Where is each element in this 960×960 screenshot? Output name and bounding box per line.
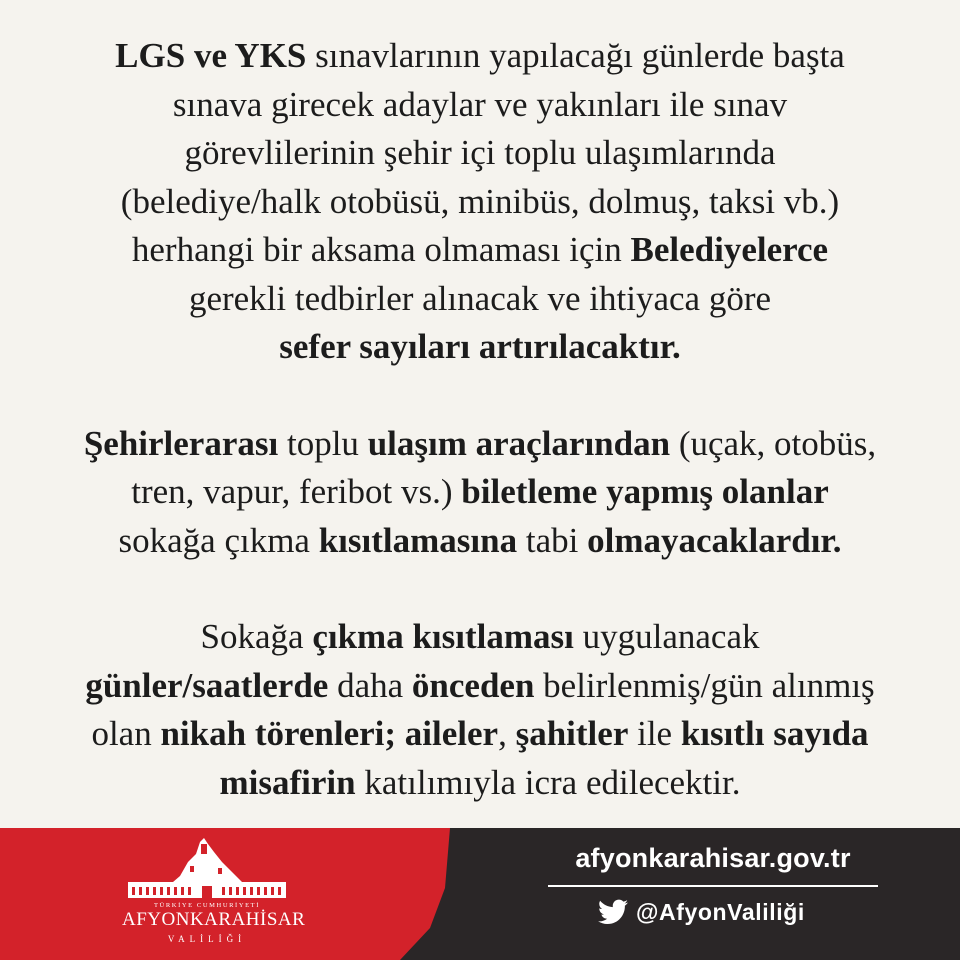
text-line — [0, 420, 960, 469]
text-line — [0, 517, 960, 566]
twitter-bird-icon — [598, 899, 628, 925]
text-segment: (uçak, otobüs, — [670, 423, 877, 463]
text-segment: gerekli tedbirler alınacak ve ihtiyaca göre — [188, 278, 772, 318]
text-segment: belirlenmiş/gün alınmış — [534, 665, 875, 705]
text-segment: sınavlarının yapılacağı günlerde başta — [306, 36, 845, 75]
text-line — [0, 32, 960, 81]
text-segment: görevlilerinin şehir içi toplu ulaşımlarında — [184, 133, 776, 172]
text-segment: sınava girecek adaylar ve yakınları ile sınav — [172, 84, 788, 124]
text-segment: sokağa çıkma — [118, 520, 319, 560]
text-segment: uygulanacak — [573, 617, 760, 656]
text-segment: tren, vapur, feribot vs.) — [131, 472, 462, 511]
bold-text-segment: Belediyelerce — [630, 230, 829, 269]
twitter-handle: @AfyonValiliği — [636, 898, 805, 925]
text-line — [0, 662, 960, 711]
bold-text-segment: çıkma kısıtlaması — [312, 617, 574, 656]
text-line — [0, 323, 960, 372]
website-link[interactable]: afyonkarahisar.gov.tr — [575, 843, 851, 873]
bold-text-segment: sefer sayıları artırılacaktır. — [279, 327, 681, 366]
bold-text-segment: olmayacaklardır. — [587, 520, 842, 560]
bold-text-segment: kısıtlı sayıda — [680, 714, 869, 753]
bold-text-segment: şahitler — [515, 714, 629, 753]
logo-top-text: TÜRKİYE CUMHURİYETİ — [153, 902, 261, 909]
bold-text-segment: ulaşım araçlarından — [367, 423, 671, 463]
logo-province-name: AFYONKARAHİSAR — [122, 909, 306, 930]
bold-text-segment: Şehirlerarası — [83, 423, 279, 463]
bold-text-segment: günler/saatlerde — [85, 665, 329, 705]
bold-text-segment: kısıtlamasına — [318, 520, 518, 560]
text-line — [0, 759, 960, 808]
text-line — [0, 226, 960, 275]
bold-text-segment: biletleme yapmış olanlar — [461, 472, 829, 511]
paragraph-intercity-travel — [0, 420, 960, 566]
text-segment: herhangi bir aksama olmaması için — [131, 230, 631, 269]
paragraph-exam-transport — [0, 32, 960, 372]
twitter-link[interactable] — [598, 896, 805, 928]
text-segment: tabi — [517, 520, 588, 560]
paragraph-wedding-ceremonies — [0, 613, 960, 807]
text-segment: (belediye/halk otobüsü, minibüs, dolmuş, taksi vb.) — [120, 181, 840, 221]
text-segment: toplu — [278, 423, 368, 463]
text-segment: daha — [328, 665, 412, 705]
bold-text-segment: misafirin — [219, 762, 356, 802]
footer-divider — [548, 885, 878, 887]
text-line — [0, 468, 960, 517]
text-line — [0, 710, 960, 759]
text-line — [0, 613, 960, 662]
text-segment: Sokağa — [200, 617, 313, 656]
text-segment: , — [498, 714, 516, 753]
text-line — [0, 275, 960, 324]
text-segment: katılımıyla icra edilecektir. — [355, 762, 741, 802]
text-segment: ile — [628, 714, 681, 753]
text-line — [0, 129, 960, 178]
text-segment: olan — [91, 714, 161, 753]
footer-banner — [0, 828, 960, 960]
announcement-text — [0, 32, 960, 807]
bold-text-segment: önceden — [411, 665, 535, 705]
text-line — [0, 81, 960, 130]
text-line — [0, 178, 960, 227]
logo-bottom-text: VALİLİĞİ — [167, 934, 247, 944]
governorship-logo — [122, 832, 306, 956]
bold-text-segment: LGS ve YKS — [115, 36, 307, 75]
bold-text-segment: nikah törenleri; aileler — [160, 714, 499, 753]
